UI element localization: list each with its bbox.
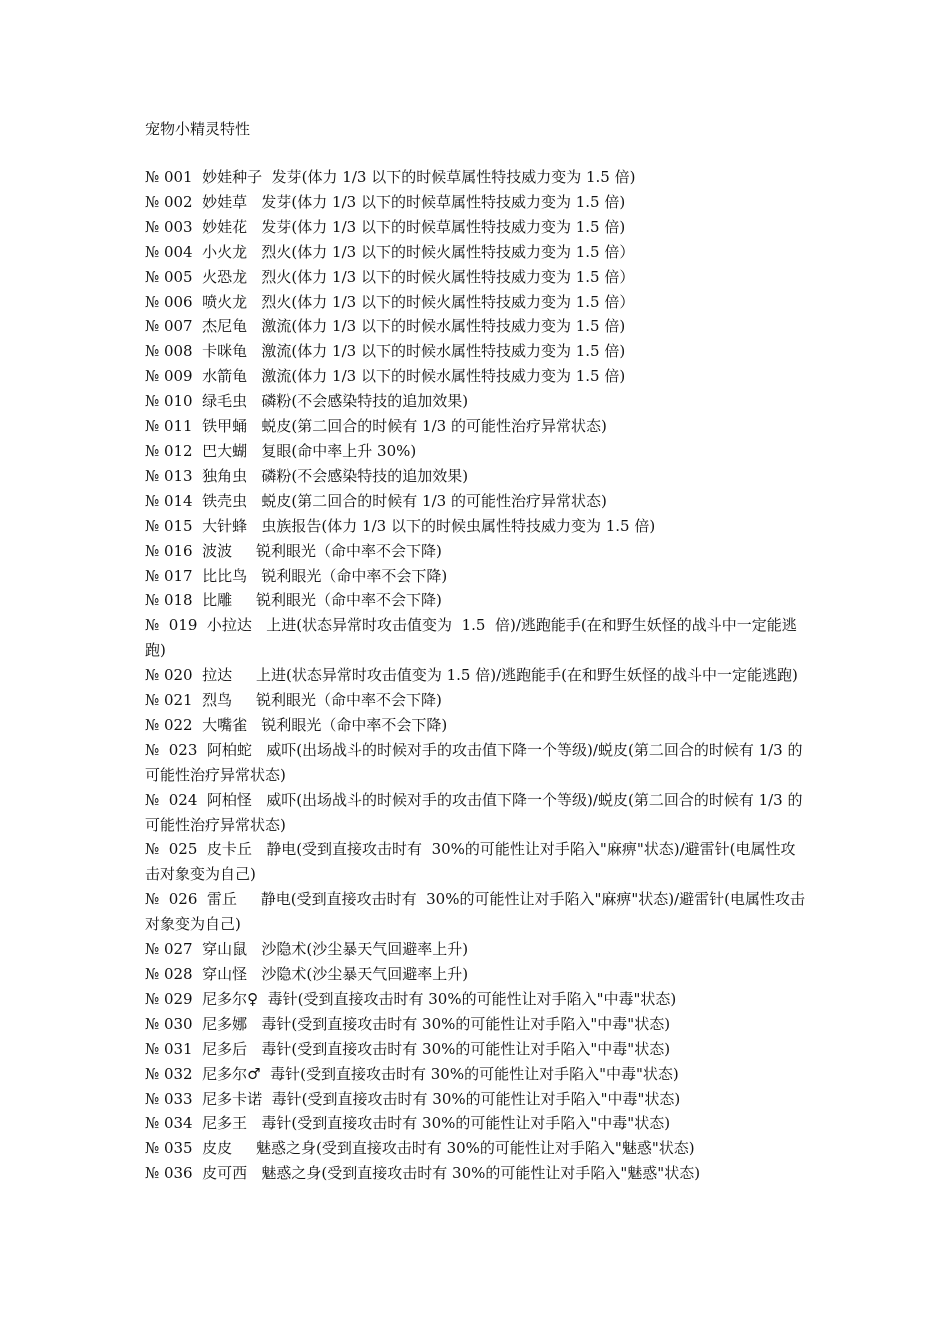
document-page bbox=[145, 113, 810, 1186]
list-item: № 032 尼多尔♂ 毒针(受到直接攻击时有 30%的可能性让对手陷入"中毒"状态) bbox=[145, 1064, 679, 1083]
list-item: № 030 尼多娜 毒针(受到直接攻击时有 30%的可能性让对手陷入"中毒"状态) bbox=[145, 1014, 671, 1033]
list-item: № 024 阿柏怪 威吓(出场战斗的时候对手的攻击值下降一个等级)/蜕皮(第二回合的时候有 1/3 的可能性治疗异常状态) bbox=[145, 790, 803, 834]
list-item: № 002 妙娃草 发芽(体力 1/3 以下的时候草属性特技威力变为 1.5 倍) bbox=[145, 192, 626, 211]
list-item: № 018 比雕 锐利眼光（命中率不会下降) bbox=[145, 591, 442, 610]
list-item: № 031 尼多后 毒针(受到直接攻击时有 30%的可能性让对手陷入"中毒"状态) bbox=[145, 1039, 671, 1058]
document-title: 宠物小精灵特性 bbox=[145, 120, 251, 138]
list-item: № 003 妙娃花 发芽(体力 1/3 以下的时候草属性特技威力变为 1.5 倍) bbox=[145, 217, 626, 236]
list-item: № 029 尼多尔♀ 毒针(受到直接攻击时有 30%的可能性让对手陷入"中毒"状态) bbox=[145, 989, 677, 1008]
list-item: № 006 喷火龙 烈火(体力 1/3 以下的时候火属性特技威力变为 1.5 倍） bbox=[145, 292, 635, 311]
list-item: № 020 拉达 上进(状态异常时攻击值变为 1.5 倍)/逃跑能手(在和野生妖怪的战斗中一定能逃跑) bbox=[145, 666, 798, 685]
list-item: № 027 穿山鼠 沙隐术(沙尘暴天气回避率上升) bbox=[145, 940, 469, 959]
entry-list bbox=[145, 165, 810, 1186]
list-item: № 026 雷丘 静电(受到直接攻击时有 30%的可能性让对手陷入"麻痹"状态)/避雷针(电属性攻击对象变为自己) bbox=[145, 890, 806, 934]
list-item: № 033 尼多卡诺 毒针(受到直接攻击时有 30%的可能性让对手陷入"中毒"状态) bbox=[145, 1089, 681, 1108]
list-item: № 025 皮卡丘 静电(受到直接攻击时有 30%的可能性让对手陷入"麻痹"状态)/避雷针(电属性攻击对象变为自己) bbox=[145, 840, 796, 884]
list-item: № 010 绿毛虫 磷粉(不会感染特技的追加效果) bbox=[145, 392, 469, 411]
list-item: № 001 妙娃种子 发芽(体力 1/3 以下的时候草属性特技威力变为 1.5 倍) bbox=[145, 168, 636, 186]
list-item: № 016 波波 锐利眼光（命中率不会下降) bbox=[145, 541, 442, 560]
list-item: № 022 大嘴雀 锐利眼光（命中率不会下降) bbox=[145, 715, 448, 734]
list-item: № 014 铁壳虫 蜕皮(第二回合的时候有 1/3 的可能性治疗异常状态) bbox=[145, 491, 607, 510]
list-item: № 005 火恐龙 烈火(体力 1/3 以下的时候火属性特技威力变为 1.5 倍） bbox=[145, 267, 635, 286]
list-item: № 021 烈鸟 锐利眼光（命中率不会下降) bbox=[145, 691, 442, 710]
title-spacer bbox=[145, 145, 810, 165]
list-item: № 035 皮皮 魅惑之身(受到直接攻击时有 30%的可能性让对手陷入"魅惑"状态) bbox=[145, 1139, 695, 1158]
list-item: № 011 铁甲蛹 蜕皮(第二回合的时候有 1/3 的可能性治疗异常状态) bbox=[145, 417, 607, 436]
list-item: № 007 杰尼龟 激流(体力 1/3 以下的时候水属性特技威力变为 1.5 倍) bbox=[145, 317, 626, 336]
list-item: № 028 穿山怪 沙隐术(沙尘暴天气回避率上升) bbox=[145, 965, 469, 983]
list-item: № 012 巴大蝴 复眼(命中率上升 30%) bbox=[145, 441, 417, 460]
list-item: № 023 阿柏蛇 威吓(出场战斗的时候对手的攻击值下降一个等级)/蜕皮(第二回合的时候有 1/3 的可能性治疗异常状态) bbox=[145, 740, 803, 784]
list-item: № 015 大针蜂 虫族报告(体力 1/3 以下的时候虫属性特技威力变为 1.5 倍) bbox=[145, 516, 656, 535]
list-item: № 009 水箭龟 激流(体力 1/3 以下的时候水属性特技威力变为 1.5 倍) bbox=[145, 367, 626, 386]
list-item: № 013 独角虫 磷粉(不会感染特技的追加效果) bbox=[145, 466, 469, 485]
list-item: № 004 小火龙 烈火(体力 1/3 以下的时候火属性特技威力变为 1.5 倍） bbox=[145, 242, 635, 261]
list-item: № 017 比比鸟 锐利眼光（命中率不会下降) bbox=[145, 566, 448, 585]
list-item: № 034 尼多王 毒针(受到直接攻击时有 30%的可能性让对手陷入"中毒"状态) bbox=[145, 1114, 671, 1133]
list-item: № 036 皮可西 魅惑之身(受到直接攻击时有 30%的可能性让对手陷入"魅惑"状态) bbox=[145, 1164, 701, 1183]
list-item: № 008 卡咪龟 激流(体力 1/3 以下的时候水属性特技威力变为 1.5 倍) bbox=[145, 342, 626, 361]
list-item: № 019 小拉达 上进(状态异常时攻击值变为 1.5 倍)/逃跑能手(在和野生妖怪的战斗中一定能逃跑) bbox=[145, 616, 797, 660]
